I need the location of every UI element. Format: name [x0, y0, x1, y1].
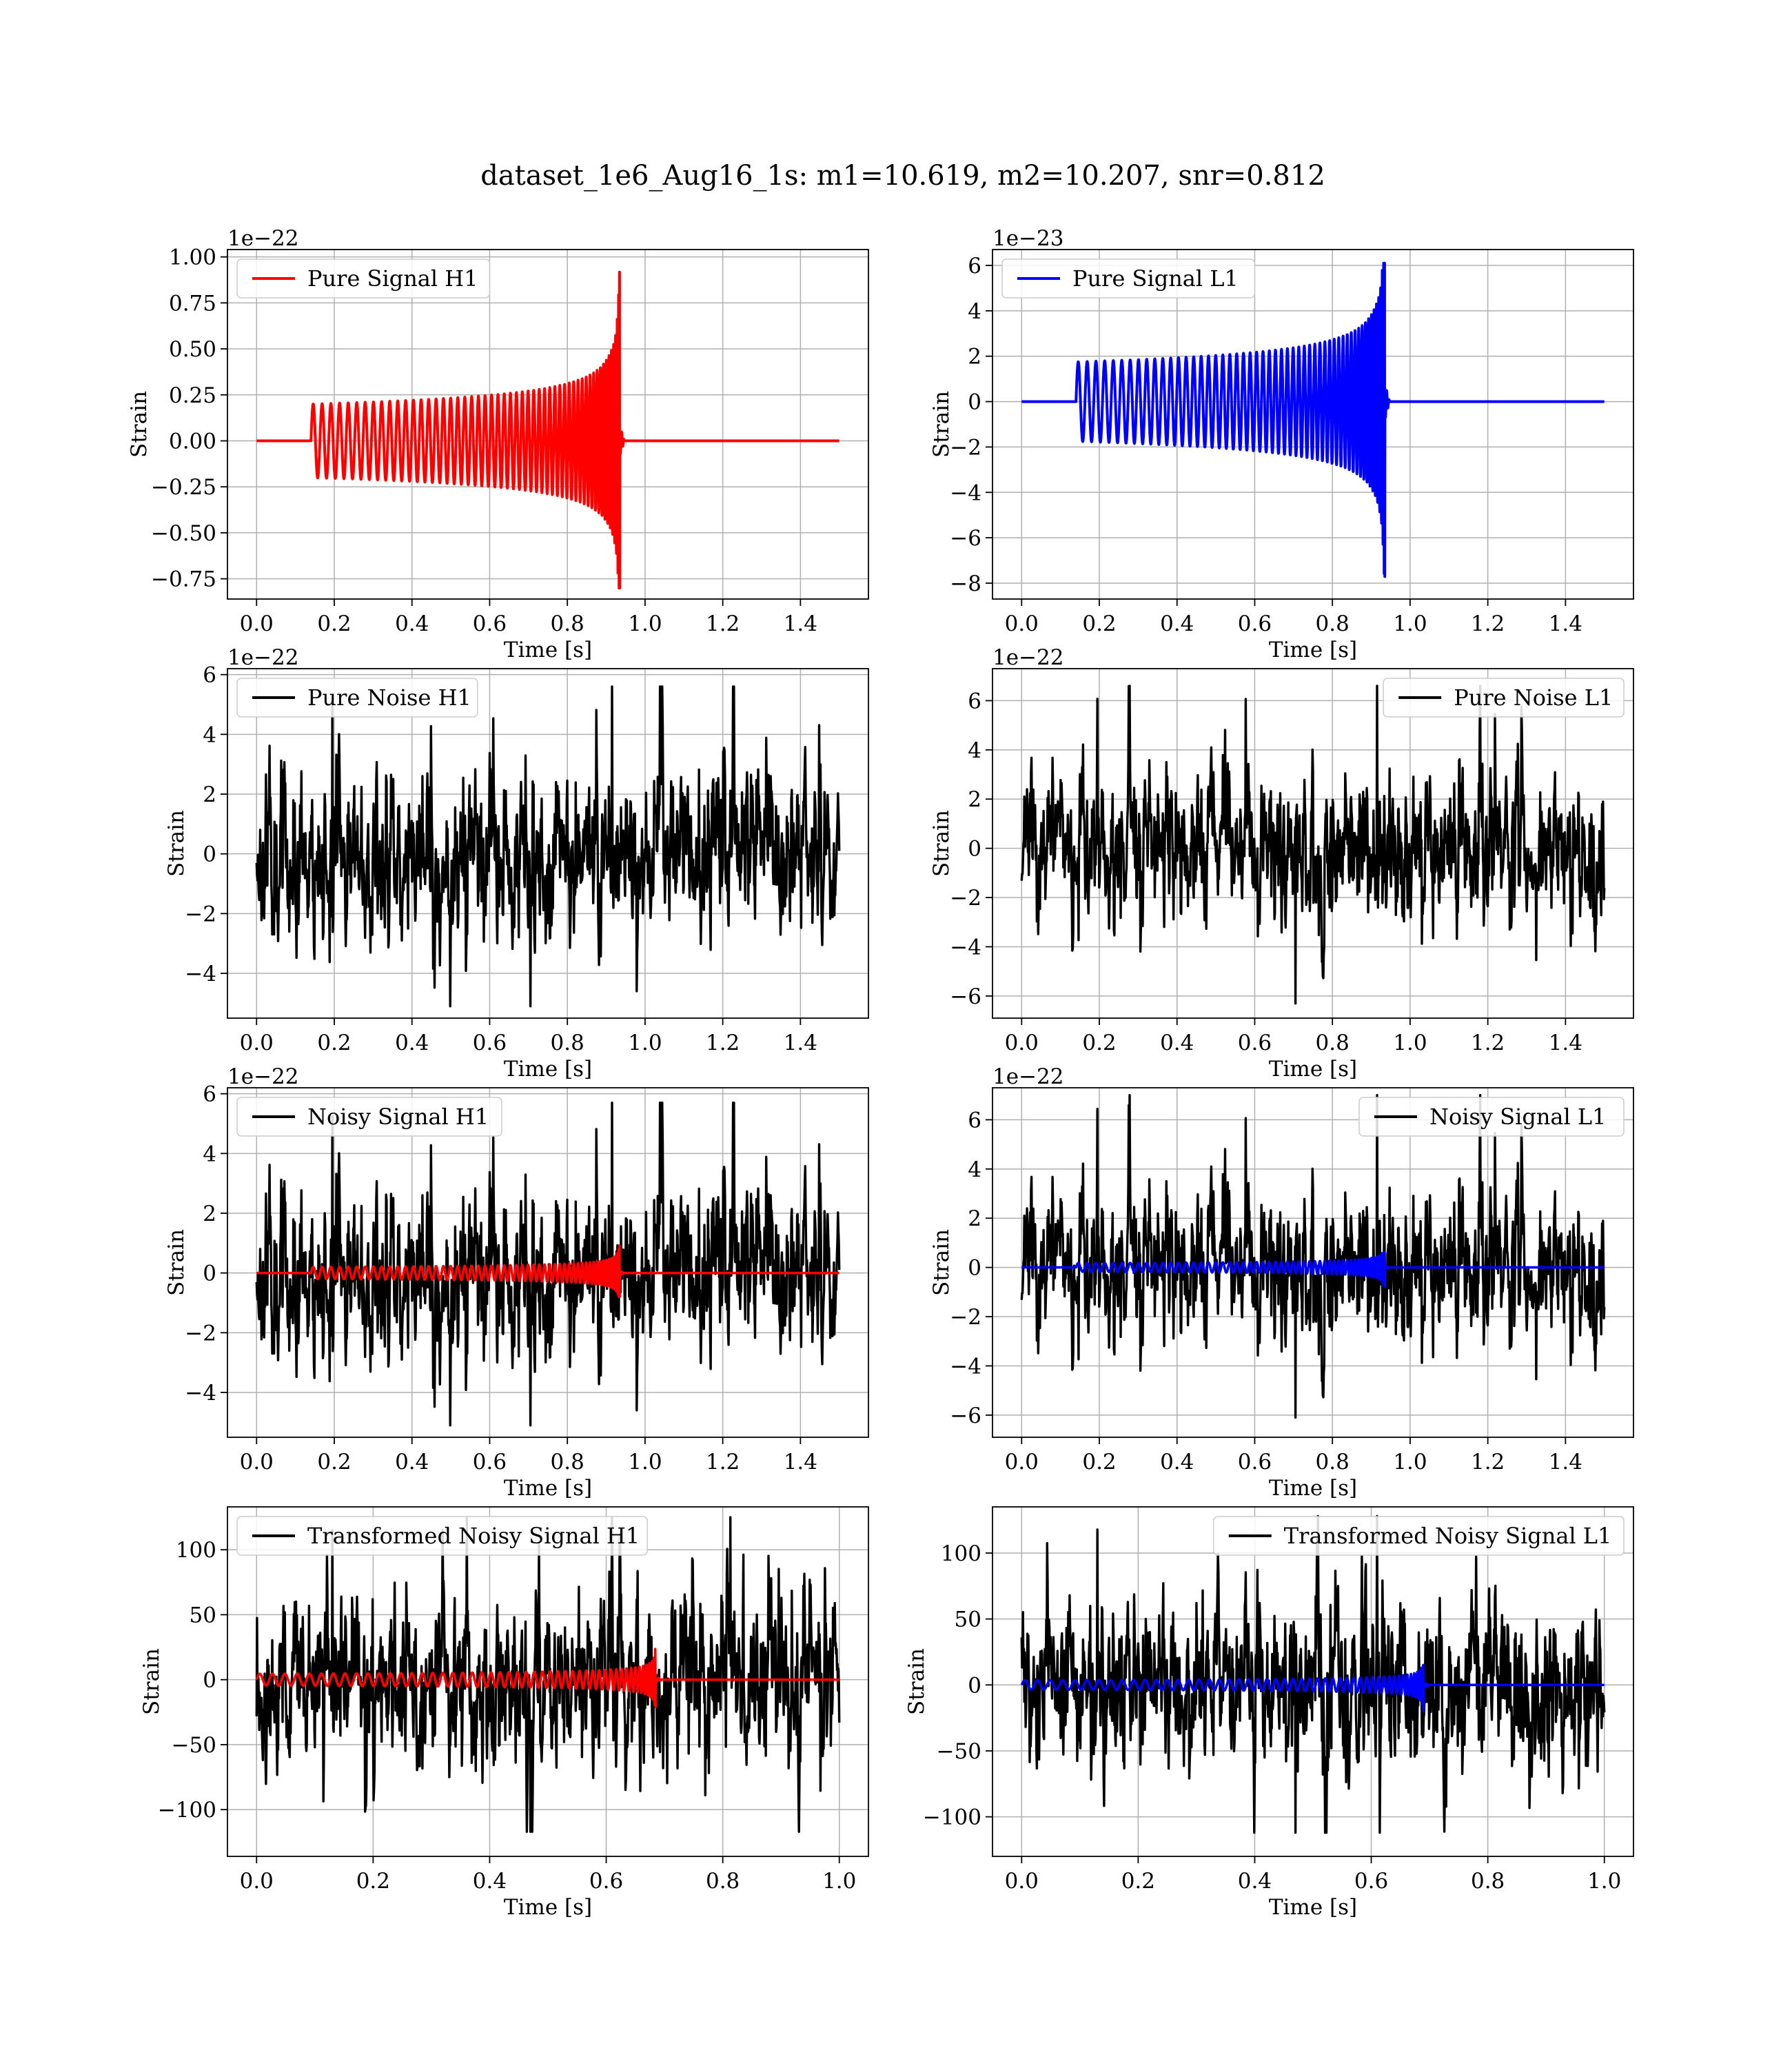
- x-tick-label: 0.2: [1121, 1869, 1156, 1894]
- y-tick-label: 0: [203, 1667, 216, 1693]
- x-tick-label: 0.6: [1237, 611, 1272, 636]
- x-tick-label: 0.0: [1004, 1031, 1039, 1055]
- y-tick-label: −50: [171, 1732, 216, 1758]
- y-axis-label: Strain: [164, 1229, 189, 1296]
- x-tick-label: 0.0: [1004, 1450, 1039, 1474]
- y-tick-label: −2: [950, 1305, 981, 1330]
- x-tick-label: 0.2: [1082, 1031, 1117, 1055]
- x-axis-label: Time [s]: [1268, 638, 1358, 662]
- x-axis-label: Time [s]: [1268, 1057, 1358, 1082]
- y-tick-label: 6: [968, 1108, 981, 1133]
- x-tick-label: 0.8: [1315, 1450, 1350, 1474]
- x-tick-label: 0.4: [472, 1869, 507, 1894]
- y-tick-label: −2: [950, 886, 981, 911]
- x-axis-label: Time [s]: [503, 638, 593, 662]
- x-tick-label: 1.2: [1470, 1031, 1505, 1055]
- axis-offset-text: 1e−23: [992, 226, 1064, 251]
- y-tick-label: −4: [950, 480, 981, 506]
- x-tick-label: 0.4: [1160, 1450, 1194, 1474]
- x-tick-label: 0.6: [589, 1869, 624, 1894]
- y-axis-label: Strain: [164, 810, 189, 877]
- legend-label: Noisy Signal H1: [307, 1104, 489, 1130]
- y-tick-label: −100: [922, 1805, 981, 1830]
- legend: [237, 259, 489, 298]
- x-tick-label: 0.8: [550, 611, 584, 636]
- legend: [237, 1097, 502, 1136]
- legend: [1002, 259, 1254, 298]
- y-tick-label: −50: [936, 1738, 981, 1764]
- x-tick-label: 0.0: [239, 1450, 274, 1474]
- x-tick-label: 0.4: [1160, 1031, 1194, 1055]
- x-tick-label: 1.0: [628, 1031, 662, 1055]
- y-axis-label: Strain: [929, 391, 954, 458]
- axis-offset-text: 1e−22: [992, 1064, 1064, 1089]
- y-tick-label: 0.00: [168, 429, 216, 454]
- y-tick-label: 2: [968, 344, 981, 369]
- x-axis-label: Time [s]: [503, 1476, 593, 1501]
- y-tick-label: −2: [185, 1321, 216, 1346]
- x-tick-label: 0.8: [1315, 611, 1350, 636]
- x-tick-label: 0.8: [705, 1869, 740, 1894]
- legend: [1359, 1097, 1624, 1136]
- axis-offset-text: 1e−22: [227, 226, 299, 251]
- y-tick-label: 100: [940, 1541, 981, 1566]
- y-tick-label: 0.75: [168, 291, 216, 316]
- x-tick-label: 1.0: [628, 1450, 662, 1474]
- y-tick-label: −4: [185, 1381, 216, 1406]
- x-tick-label: 1.2: [1470, 611, 1505, 636]
- x-tick-label: 1.2: [705, 1031, 740, 1055]
- x-tick-label: 1.0: [1393, 1450, 1427, 1474]
- x-tick-label: 0.4: [1237, 1869, 1272, 1894]
- x-tick-label: 0.0: [239, 1869, 274, 1894]
- x-tick-label: 1.4: [1548, 1031, 1583, 1055]
- x-tick-label: 1.4: [783, 611, 818, 636]
- x-tick-label: 0.2: [317, 1450, 352, 1474]
- axis-offset-text: 1e−22: [992, 645, 1064, 670]
- y-tick-label: −0.25: [151, 475, 216, 500]
- y-tick-label: 4: [968, 298, 981, 324]
- x-tick-label: 0.2: [317, 611, 352, 636]
- x-tick-label: 0.2: [1082, 611, 1117, 636]
- y-tick-label: −8: [950, 571, 981, 596]
- y-tick-label: 4: [968, 1157, 981, 1182]
- y-tick-label: 4: [968, 738, 981, 763]
- y-tick-label: −2: [185, 902, 216, 927]
- y-tick-label: 2: [203, 782, 216, 807]
- x-tick-label: 0.6: [1354, 1869, 1389, 1894]
- x-tick-label: 1.2: [705, 1450, 740, 1474]
- x-tick-label: 1.2: [705, 611, 740, 636]
- x-tick-label: 0.2: [1082, 1450, 1117, 1474]
- y-tick-label: 6: [203, 1082, 216, 1107]
- x-tick-label: 0.8: [550, 1031, 584, 1055]
- y-tick-label: 0: [968, 1255, 981, 1281]
- y-axis-label: Strain: [127, 391, 152, 458]
- axis-offset-text: 1e−22: [227, 645, 299, 670]
- x-tick-label: 0.4: [1160, 611, 1194, 636]
- y-tick-label: 4: [203, 722, 216, 748]
- x-tick-label: 0.2: [317, 1031, 352, 1055]
- y-tick-label: 6: [203, 662, 216, 688]
- y-tick-label: −6: [950, 984, 981, 1009]
- x-tick-label: 0.6: [1237, 1031, 1272, 1055]
- y-tick-label: 6: [968, 254, 981, 279]
- legend-label: Transformed Noisy Signal H1: [307, 1523, 640, 1549]
- y-axis-label: Strain: [904, 1648, 929, 1715]
- x-tick-label: 0.8: [1470, 1869, 1505, 1894]
- x-tick-label: 0.6: [472, 1450, 507, 1474]
- x-tick-label: 0.4: [395, 1450, 429, 1474]
- y-tick-label: −4: [950, 1354, 981, 1379]
- y-tick-label: 0.25: [168, 383, 216, 408]
- x-tick-label: 1.0: [1393, 1031, 1427, 1055]
- x-axis-label: Time [s]: [503, 1895, 593, 1920]
- x-tick-label: 1.0: [822, 1869, 857, 1894]
- x-tick-label: 0.0: [1004, 611, 1039, 636]
- x-tick-label: 0.6: [1237, 1450, 1272, 1474]
- legend: [237, 678, 478, 717]
- x-tick-label: 1.0: [1587, 1869, 1622, 1894]
- y-tick-label: −6: [950, 526, 981, 551]
- x-tick-label: 0.4: [395, 1031, 429, 1055]
- x-tick-label: 0.0: [1004, 1869, 1039, 1894]
- y-tick-label: −100: [157, 1798, 216, 1823]
- y-tick-label: 100: [175, 1538, 216, 1563]
- x-tick-label: 1.4: [1548, 1450, 1583, 1474]
- x-tick-label: 1.4: [783, 1450, 818, 1474]
- x-tick-label: 1.0: [628, 611, 662, 636]
- y-tick-label: −4: [950, 935, 981, 960]
- legend: [1214, 1517, 1624, 1555]
- x-tick-label: 0.0: [239, 611, 274, 636]
- x-tick-label: 1.0: [1393, 611, 1427, 636]
- y-tick-label: 50: [189, 1603, 216, 1628]
- x-tick-label: 0.8: [550, 1450, 584, 1474]
- y-tick-label: 0: [968, 836, 981, 862]
- legend: [237, 1517, 647, 1555]
- y-tick-label: 0: [203, 842, 216, 867]
- y-axis-label: Strain: [929, 1229, 954, 1296]
- legend-label: Pure Signal H1: [307, 265, 478, 292]
- y-tick-label: 0: [968, 1673, 981, 1699]
- y-tick-label: −2: [950, 435, 981, 460]
- x-tick-label: 0.8: [1315, 1031, 1350, 1055]
- y-tick-label: 2: [968, 787, 981, 813]
- legend-label: Transformed Noisy Signal L1: [1283, 1523, 1612, 1549]
- y-tick-label: 4: [203, 1142, 216, 1167]
- axis-offset-text: 1e−22: [227, 1064, 299, 1089]
- x-tick-label: 1.4: [783, 1031, 818, 1055]
- x-axis-label: Time [s]: [503, 1057, 593, 1082]
- y-axis-label: Strain: [139, 1648, 164, 1715]
- y-tick-label: 2: [968, 1206, 981, 1232]
- x-tick-label: 1.4: [1548, 611, 1583, 636]
- x-tick-label: 0.6: [472, 611, 507, 636]
- y-tick-label: 2: [203, 1202, 216, 1226]
- y-tick-label: 50: [954, 1607, 981, 1632]
- y-tick-label: 1.00: [168, 245, 216, 270]
- x-tick-label: 1.2: [1470, 1450, 1505, 1474]
- y-tick-label: 0.50: [168, 337, 216, 363]
- y-tick-label: 0: [203, 1261, 216, 1286]
- y-tick-label: 6: [968, 689, 981, 714]
- legend-label: Pure Noise L1: [1454, 685, 1613, 711]
- x-axis-label: Time [s]: [1268, 1476, 1358, 1501]
- y-tick-label: −4: [185, 962, 216, 986]
- y-tick-label: −0.75: [151, 567, 216, 592]
- figure-title: dataset_1e6_Aug16_1s: m1=10.619, m2=10.207, snr=0.812: [480, 160, 1325, 192]
- y-axis-label: Strain: [929, 810, 954, 877]
- x-tick-label: 0.4: [395, 611, 429, 636]
- legend-label: Pure Noise H1: [307, 685, 471, 711]
- y-tick-label: 0: [968, 389, 981, 415]
- x-axis-label: Time [s]: [1268, 1895, 1358, 1920]
- x-tick-label: 0.6: [472, 1031, 507, 1055]
- y-tick-label: −6: [950, 1403, 981, 1428]
- x-tick-label: 0.2: [356, 1869, 391, 1894]
- legend: [1383, 678, 1624, 717]
- legend-label: Noisy Signal L1: [1429, 1104, 1607, 1130]
- y-tick-label: −0.50: [151, 520, 216, 546]
- x-tick-label: 0.0: [239, 1031, 274, 1055]
- legend-label: Pure Signal L1: [1072, 265, 1239, 292]
